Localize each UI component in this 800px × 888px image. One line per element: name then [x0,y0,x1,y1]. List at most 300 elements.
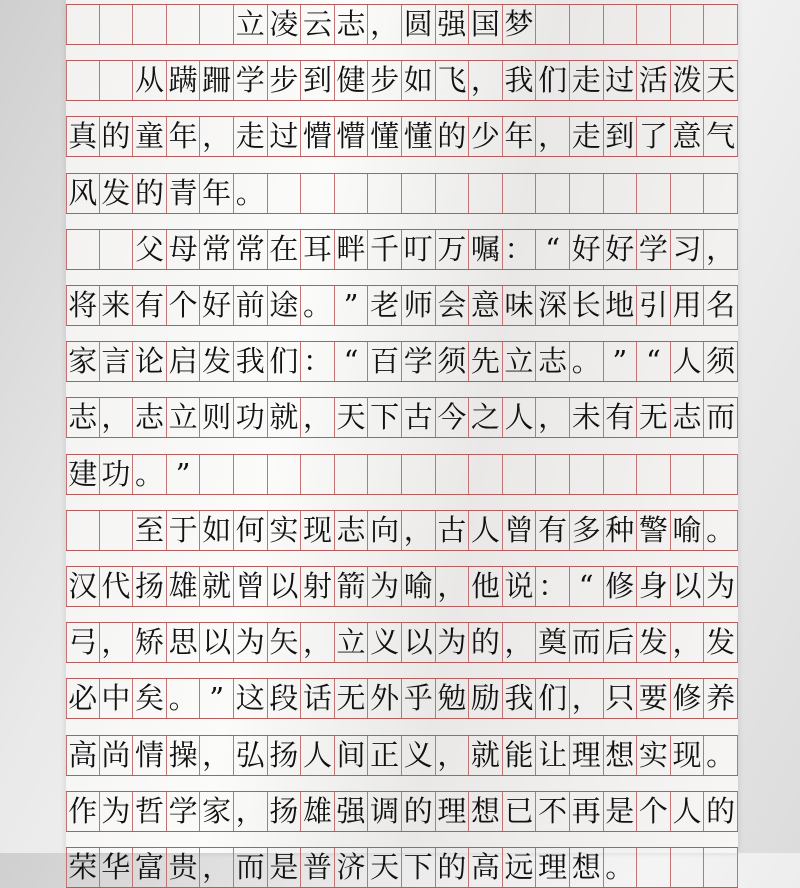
grid-cell [671,174,705,213]
grid-cell: 有 [133,286,167,325]
text-row [66,847,738,888]
grid-cell: 们 [268,342,302,381]
grid-cell: 学 [167,792,201,831]
grid-cell [469,174,503,213]
grid-cell [368,455,402,494]
grid-cell: 外 [368,679,402,718]
grid-cell: 名 [704,286,738,325]
grid-cell [671,5,705,44]
grid-cell: 千 [368,230,402,269]
grid-cell: 嘱 [469,230,503,269]
grid-cell: 圆 [402,5,436,44]
grid-cell: 健 [335,61,369,100]
grid-cell: 贵 [167,848,201,887]
grid-cell: “ [570,567,604,606]
grid-cell: 。 [704,736,738,775]
grid-cell: 弓 [66,623,100,662]
grid-cell: 想 [604,736,638,775]
grid-cell: 用 [671,286,705,325]
grid-cell: 好 [200,286,234,325]
grid-cell: 。 [301,286,335,325]
grid-cell: 的 [436,848,470,887]
grid-cell: 学 [234,61,268,100]
grid-cell: 这 [234,679,268,718]
grid-cell: ， [536,117,570,156]
grid-cell: 立 [335,623,369,662]
grid-cell: ， [100,398,134,437]
grid-cell: 而 [570,623,604,662]
grid-cell: 射 [301,567,335,606]
grid-cell: 的 [133,174,167,213]
text-row [66,116,738,157]
grid-cell: 是 [604,792,638,831]
grid-cell: 百 [368,342,402,381]
grid-cell: 习 [671,230,705,269]
grid-cell: 修 [604,567,638,606]
grid-cell: 雄 [301,792,335,831]
grid-cell: 人 [469,511,503,550]
grid-cell: ， [436,736,470,775]
grid-cell: 师 [402,286,436,325]
grid-cell: 走 [234,117,268,156]
text-row [66,60,738,101]
grid-cell: 老 [368,286,402,325]
grid-cell [704,174,738,213]
grid-cell: 现 [301,511,335,550]
grid-cell [503,174,537,213]
grid-cell: ： [301,342,335,381]
grid-cell [200,455,234,494]
grid-cell: 泼 [671,61,705,100]
grid-cell: ， [368,5,402,44]
grid-cell: 曾 [503,511,537,550]
grid-cell: 现 [671,736,705,775]
grid-cell: 作 [66,792,100,831]
grid-cell: 蹒 [167,61,201,100]
grid-cell: ” [167,455,201,494]
grid-cell: 发 [637,623,671,662]
grid-cell: 勉 [436,679,470,718]
grid-cell: 途 [268,286,302,325]
grid-cell: 天 [704,61,738,100]
grid-cell: 飞 [436,61,470,100]
grid-cell: 到 [604,117,638,156]
grid-cell: 间 [335,736,369,775]
grid-cell: ， [503,623,537,662]
grid-cell: ， [469,61,503,100]
grid-cell: ， [301,398,335,437]
grid-cell [570,455,604,494]
grid-cell: 懵 [301,117,335,156]
text-row [66,454,738,495]
grid-cell: 人 [671,792,705,831]
grid-cell: 意 [469,286,503,325]
grid-cell: 喻 [402,567,436,606]
grid-cell: 年 [167,117,201,156]
grid-cell: 立 [167,398,201,437]
grid-cell: ” [200,679,234,718]
grid-cell: 走 [570,61,604,100]
grid-cell [436,455,470,494]
manuscript-paper [66,0,738,884]
grid-cell: 人 [503,398,537,437]
grid-cell: 就 [200,567,234,606]
grid-cell [469,455,503,494]
grid-cell: 就 [469,736,503,775]
grid-cell: 言 [100,342,134,381]
text-row [66,341,738,382]
grid-cell: 思 [167,623,201,662]
grid-cell: 我 [503,61,537,100]
grid-cell: 哲 [133,792,167,831]
grid-cell: 于 [167,511,201,550]
grid-cell: 调 [368,792,402,831]
grid-cell: 已 [503,792,537,831]
grid-cell [100,511,134,550]
grid-cell: 高 [66,736,100,775]
grid-cell: 地 [604,286,638,325]
text-row [66,397,738,438]
grid-cell: 青 [167,174,201,213]
grid-cell: 跚 [200,61,234,100]
grid-cell [268,174,302,213]
grid-cell: 将 [66,286,100,325]
grid-cell [402,455,436,494]
grid-cell: 我 [234,342,268,381]
grid-cell: 话 [301,679,335,718]
grid-cell: 无 [335,679,369,718]
grid-cell: ” [335,286,369,325]
grid-cell: 意 [671,117,705,156]
grid-cell: 情 [133,736,167,775]
text-row [66,622,738,663]
grid-cell: 矢 [268,623,302,662]
grid-cell: 奠 [536,623,570,662]
grid-cell: 强 [335,792,369,831]
grid-cell: 常 [234,230,268,269]
grid-cell: 今 [436,398,470,437]
grid-cell: 天 [368,848,402,887]
grid-cell: 济 [335,848,369,887]
grid-cell: 少 [469,117,503,156]
grid-cell: ， [200,736,234,775]
grid-cell: 再 [570,792,604,831]
grid-cell: 段 [268,679,302,718]
grid-cell: 警 [637,511,671,550]
grid-cell: 在 [268,230,302,269]
grid-cell: 弘 [234,736,268,775]
grid-cell: 志 [335,5,369,44]
grid-cell [671,455,705,494]
grid-cell: 我 [503,679,537,718]
grid-cell: 们 [536,61,570,100]
grid-cell: 们 [536,679,570,718]
grid-cell: 云 [301,5,335,44]
grid-cell: 志 [536,342,570,381]
grid-cell [704,455,738,494]
grid-cell: 实 [268,511,302,550]
grid-cell [637,174,671,213]
grid-cell: 懂 [368,117,402,156]
grid-cell: 到 [301,61,335,100]
grid-cell: 中 [100,679,134,718]
grid-cell: ” [604,342,638,381]
grid-cell: 天 [335,398,369,437]
grid-cell: 深 [536,286,570,325]
grid-cell: 母 [167,230,201,269]
text-row [66,735,738,776]
grid-cell: 箭 [335,567,369,606]
grid-cell: 过 [268,117,302,156]
grid-cell: ， [301,623,335,662]
grid-cell: 为 [368,567,402,606]
grid-cell: 志 [133,398,167,437]
text-row [66,173,738,214]
grid-cell: 童 [133,117,167,156]
grid-cell [66,61,100,100]
grid-cell [637,848,671,887]
grid-cell: 多 [570,511,604,550]
grid-cell: 。 [234,174,268,213]
grid-cell: 只 [604,679,638,718]
grid-cell: 志 [335,511,369,550]
grid-cell: ， [436,567,470,606]
grid-cell: 必 [66,679,100,718]
grid-cell: 扬 [268,792,302,831]
grid-cell: 立 [503,342,537,381]
grid-cell: 志 [66,398,100,437]
grid-cell: 雄 [167,567,201,606]
grid-cell [200,5,234,44]
grid-cell: 年 [503,117,537,156]
grid-cell: 。 [704,511,738,550]
grid-cell: 古 [402,398,436,437]
grid-cell: 父 [133,230,167,269]
grid-cell: 要 [637,679,671,718]
grid-cell: 会 [436,286,470,325]
grid-cell: ， [536,398,570,437]
grid-cell: 说 [503,567,537,606]
grid-cell: 人 [671,342,705,381]
grid-cell: 远 [503,848,537,887]
grid-cell [536,5,570,44]
grid-cell: 无 [637,398,671,437]
grid-cell: 身 [637,567,671,606]
grid-cell: 让 [536,736,570,775]
grid-cell: 启 [167,342,201,381]
grid-cell: 荣 [66,848,100,887]
text-row [66,678,738,719]
grid-cell: 的 [402,792,436,831]
grid-cell: ， [200,848,234,887]
grid-cell: 功 [100,455,134,494]
grid-cell: 学 [637,230,671,269]
grid-cell: 真 [66,117,100,156]
grid-cell: 个 [167,286,201,325]
grid-cell [570,174,604,213]
grid-cell: 何 [234,511,268,550]
grid-cell: 则 [200,398,234,437]
grid-cell: 义 [368,623,402,662]
grid-cell [570,5,604,44]
grid-cell: 。 [604,848,638,887]
grid-cell [167,5,201,44]
grid-cell: 富 [133,848,167,887]
grid-cell: 以 [268,567,302,606]
grid-cell [368,174,402,213]
grid-cell [66,230,100,269]
grid-cell: 立 [234,5,268,44]
grid-cell: 气 [704,117,738,156]
grid-cell [234,455,268,494]
grid-cell: 发 [200,342,234,381]
grid-cell: 叮 [402,230,436,269]
grid-cell: 而 [704,398,738,437]
grid-cell: 前 [234,286,268,325]
grid-cell: 有 [604,398,638,437]
grid-cell: 走 [570,117,604,156]
grid-cell: “ [536,230,570,269]
grid-cell: 操 [167,736,201,775]
grid-cell: 曾 [234,567,268,606]
grid-cell: 须 [704,342,738,381]
grid-cell: ， [100,623,134,662]
grid-cell: 风 [66,174,100,213]
grid-cell: 步 [368,61,402,100]
grid-cell: ， [671,623,705,662]
grid-cell [704,848,738,887]
grid-cell: 为 [234,623,268,662]
grid-cell: 代 [100,567,134,606]
grid-cell: 论 [133,342,167,381]
grid-cell: 好 [604,230,638,269]
grid-cell: 下 [402,848,436,887]
grid-cell: 畔 [335,230,369,269]
grid-cell: 为 [704,567,738,606]
grid-cell: 而 [234,848,268,887]
grid-cell: 华 [100,848,134,887]
grid-cell: 义 [402,736,436,775]
grid-cell: ： [536,567,570,606]
grid-cell: 须 [436,342,470,381]
grid-cell: 矫 [133,623,167,662]
grid-cell: 古 [436,511,470,550]
grid-cell: 想 [570,848,604,887]
grid-cell: 向 [368,511,402,550]
grid-cell: 发 [100,174,134,213]
grid-cell [536,174,570,213]
text-row [66,285,738,326]
grid-cell: 未 [570,398,604,437]
grid-cell: 下 [368,398,402,437]
grid-cell [335,174,369,213]
grid-cell: 乎 [402,679,436,718]
grid-cell: 家 [200,792,234,831]
grid-cell [66,5,100,44]
grid-cell: 能 [503,736,537,775]
grid-cell: 为 [436,623,470,662]
grid-cell [436,174,470,213]
grid-cell: 以 [402,623,436,662]
grid-cell: 如 [402,61,436,100]
grid-cell: 引 [637,286,671,325]
grid-cell: 如 [200,511,234,550]
grid-cell: 理 [436,792,470,831]
grid-cell: 的 [469,623,503,662]
text-row [66,229,738,270]
grid-cell: 高 [469,848,503,887]
grid-cell: 好 [570,230,604,269]
grid-cell: 功 [234,398,268,437]
grid-cell: 以 [200,623,234,662]
grid-cell: 。 [133,455,167,494]
grid-cell: 为 [100,792,134,831]
grid-cell: 尚 [100,736,134,775]
grid-cell: 万 [436,230,470,269]
grid-cell: 他 [469,567,503,606]
grid-cell [100,230,134,269]
grid-cell: 修 [671,679,705,718]
grid-cell: 以 [671,567,705,606]
grid-cell: 理 [570,736,604,775]
grid-cell: 学 [402,342,436,381]
grid-cell [536,455,570,494]
grid-cell [671,848,705,887]
grid-cell: 至 [133,511,167,550]
grid-cell: 先 [469,342,503,381]
grid-cell: 了 [637,117,671,156]
grid-cell: 懂 [402,117,436,156]
grid-cell [503,455,537,494]
grid-cell [133,5,167,44]
grid-cell: “ [335,342,369,381]
grid-cell: 活 [637,61,671,100]
grid-cell: 矣 [133,679,167,718]
grid-cell: 是 [268,848,302,887]
grid-cell: 从 [133,61,167,100]
text-row [66,510,738,551]
grid-cell: 的 [100,117,134,156]
grid-cell: ， [200,117,234,156]
grid-cell: 。 [167,679,201,718]
grid-cell: 志 [671,398,705,437]
grid-cell: ： [503,230,537,269]
grid-cell: 喻 [671,511,705,550]
grid-cell [100,61,134,100]
grid-cell: 后 [604,623,638,662]
grid-cell: 之 [469,398,503,437]
grid-cell: 就 [268,398,302,437]
grid-cell: 年 [200,174,234,213]
grid-cell: 人 [301,736,335,775]
grid-cell [402,174,436,213]
grid-cell: 常 [200,230,234,269]
grid-cell: 步 [268,61,302,100]
grid-cell: 的 [704,792,738,831]
text-row [66,791,738,832]
grid-cell: 扬 [268,736,302,775]
grid-cell [268,455,302,494]
grid-cell: 不 [536,792,570,831]
grid-cell: 种 [604,511,638,550]
grid-cell: 建 [66,455,100,494]
grid-cell [637,455,671,494]
grid-cell: 实 [637,736,671,775]
grid-cell: 励 [469,679,503,718]
grid-cell [637,5,671,44]
grid-cell: ， [704,230,738,269]
grid-cell: 想 [469,792,503,831]
